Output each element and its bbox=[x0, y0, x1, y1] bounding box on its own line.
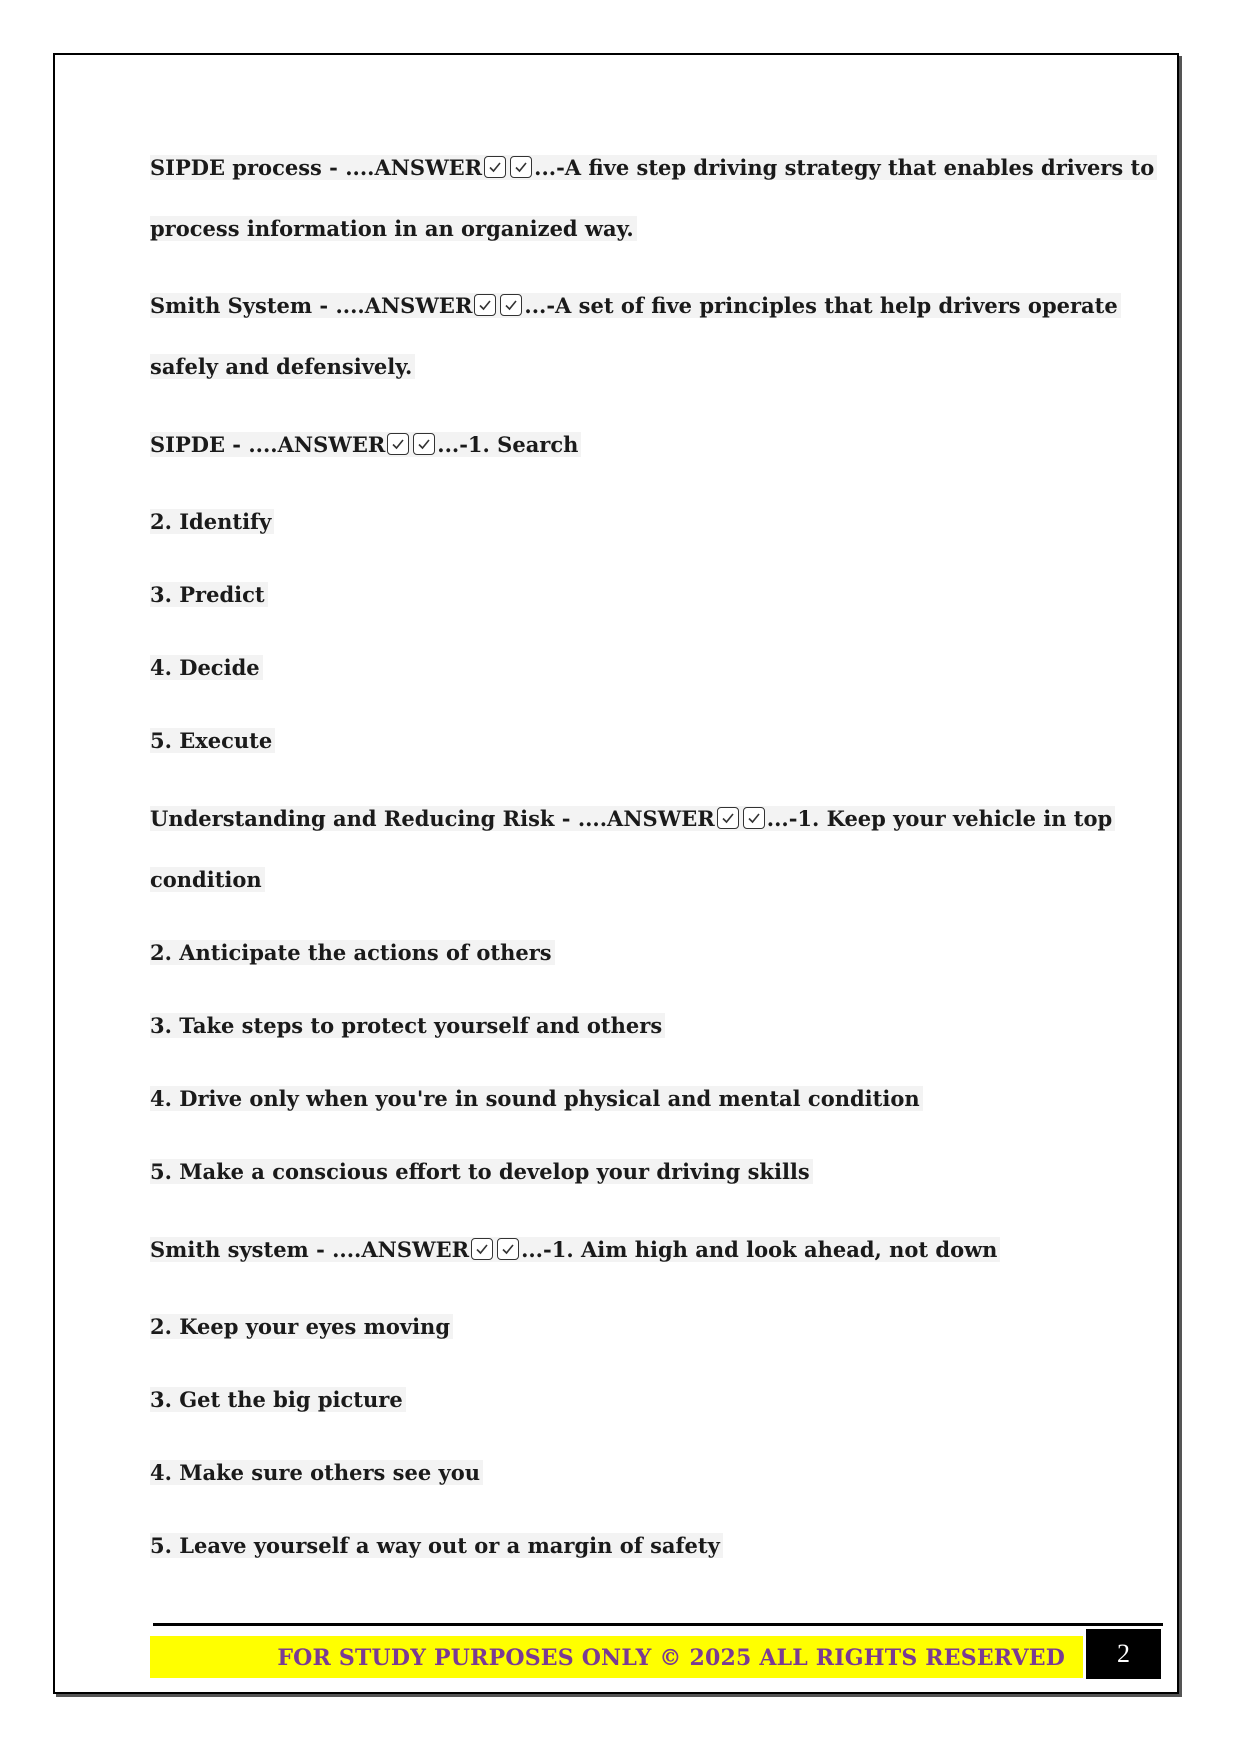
entry-sipde-process-line bbox=[150, 149, 1157, 187]
entry-continuation bbox=[150, 210, 637, 248]
checkmark-box-icon bbox=[743, 807, 765, 829]
entry-term: Smith system - ....ANSWER bbox=[150, 1237, 470, 1262]
footer-notice: FOR STUDY PURPOSES ONLY © 2025 ALL RIGHTS RESERVED bbox=[150, 1636, 1083, 1678]
list-item: 2. Keep your eyes moving bbox=[150, 1308, 453, 1346]
entry-smith-system-line bbox=[150, 287, 1121, 325]
entry-answer: ...-1. Search bbox=[437, 432, 579, 457]
checkmark-box-icon bbox=[387, 433, 409, 455]
checkmark-box-icon bbox=[500, 294, 522, 316]
checkmark-box-icon bbox=[413, 433, 435, 455]
list-item: 4. Drive only when you're in sound physical and mental condition bbox=[150, 1080, 923, 1118]
list-item: 4. Decide bbox=[150, 649, 263, 687]
list-item: 2. Anticipate the actions of others bbox=[150, 934, 555, 972]
entry-answer: ...-A set of five principles that help drivers operate bbox=[524, 293, 1118, 318]
list-item: 3. Predict bbox=[150, 576, 268, 614]
entry-smith-system-lower-line bbox=[150, 1231, 1000, 1269]
entry-term: Understanding and Reducing Risk - ....ANSWER bbox=[150, 806, 715, 831]
entry-continuation-text: process information in an organized way. bbox=[150, 216, 637, 241]
list-item: 5. Execute bbox=[150, 722, 275, 760]
entry-answer: ...-1. Aim high and look ahead, not down bbox=[521, 1237, 998, 1262]
entry-continuation-text: condition bbox=[150, 867, 265, 892]
list-item: 5. Leave yourself a way out or a margin of safety bbox=[150, 1527, 723, 1565]
checkmark-box-icon bbox=[471, 1238, 493, 1260]
page-number: 2 bbox=[1086, 1629, 1161, 1679]
list-item: 4. Make sure others see you bbox=[150, 1454, 483, 1492]
entry-continuation-text: safely and defensively. bbox=[150, 354, 415, 379]
entry-answer: ...-A five step driving strategy that enables drivers to bbox=[534, 155, 1155, 180]
list-item: 5. Make a conscious effort to develop your driving skills bbox=[150, 1153, 813, 1191]
checkmark-box-icon bbox=[497, 1238, 519, 1260]
entry-term: SIPDE process - ....ANSWER bbox=[150, 155, 483, 180]
footer-rule bbox=[153, 1623, 1163, 1626]
list-item: 2. Identify bbox=[150, 503, 274, 541]
entry-answer: ...-1. Keep your vehicle in top bbox=[766, 806, 1113, 831]
list-item: 3. Get the big picture bbox=[150, 1381, 406, 1419]
checkmark-box-icon bbox=[474, 294, 496, 316]
checkmark-box-icon bbox=[510, 156, 532, 178]
entry-risk-line bbox=[150, 800, 1115, 838]
entry-term: SIPDE - ....ANSWER bbox=[150, 432, 386, 457]
list-item: 3. Take steps to protect yourself and others bbox=[150, 1007, 665, 1045]
entry-continuation bbox=[150, 861, 265, 899]
entry-continuation bbox=[150, 348, 415, 386]
entry-sipde-line bbox=[150, 426, 581, 464]
checkmark-box-icon bbox=[484, 156, 506, 178]
entry-term: Smith System - ....ANSWER bbox=[150, 293, 473, 318]
checkmark-box-icon bbox=[717, 807, 739, 829]
